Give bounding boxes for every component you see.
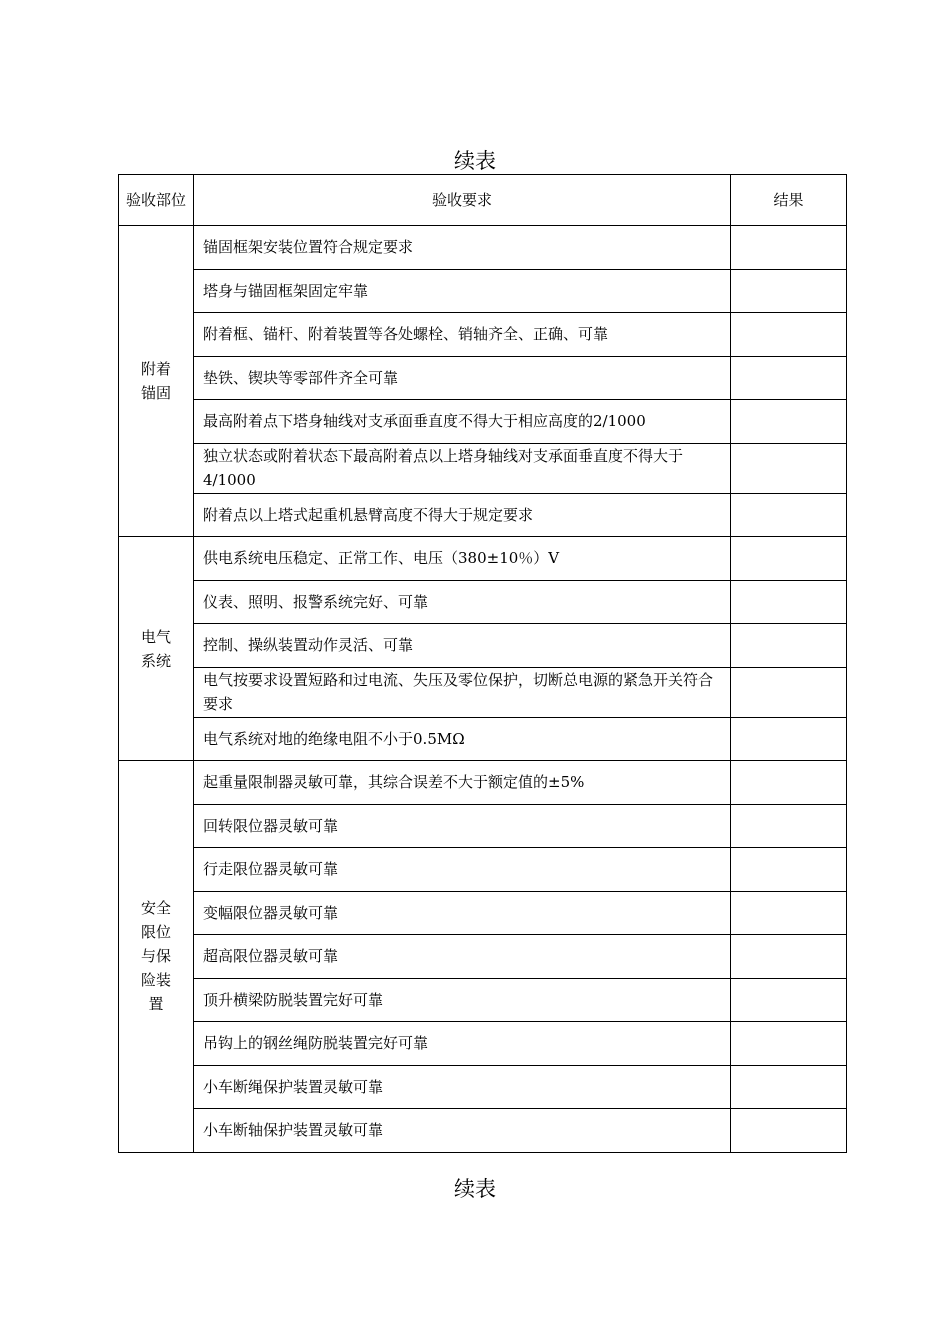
result-cell[interactable] <box>731 935 847 979</box>
table-row <box>119 269 847 313</box>
result-cell[interactable] <box>731 1022 847 1066</box>
requirement-cell: 附着点以上塔式起重机悬臂高度不得大于规定要求 <box>194 493 731 537</box>
result-cell[interactable] <box>731 537 847 581</box>
section-part-electrical: 电气系统 <box>119 537 194 761</box>
result-cell[interactable] <box>731 226 847 270</box>
result-cell[interactable] <box>731 761 847 805</box>
requirement-cell: 超高限位器灵敏可靠 <box>194 935 731 979</box>
requirement-cell: 电气按要求设置短路和过电流、失压及零位保护，切断总电源的紧急开关符合要求 <box>194 667 731 717</box>
table-row <box>119 580 847 624</box>
requirement-cell: 垫铁、锲块等零部件齐全可靠 <box>194 356 731 400</box>
table-row <box>119 804 847 848</box>
requirement-cell: 顶升横梁防脱装置完好可靠 <box>194 978 731 1022</box>
table-row <box>119 313 847 357</box>
result-cell[interactable] <box>731 848 847 892</box>
header-result: 结果 <box>731 175 847 226</box>
requirement-cell: 最高附着点下塔身轴线对支承面垂直度不得大于相应高度的2/1000 <box>194 400 731 444</box>
requirement-cell: 锚固框架安装位置符合规定要求 <box>194 226 731 270</box>
table-row <box>119 443 847 493</box>
table-row <box>119 891 847 935</box>
result-cell[interactable] <box>731 1065 847 1109</box>
table-row <box>119 226 847 270</box>
table-row <box>119 537 847 581</box>
table-row <box>119 848 847 892</box>
result-cell[interactable] <box>731 978 847 1022</box>
result-cell[interactable] <box>731 804 847 848</box>
requirement-cell: 电气系统对地的绝缘电阻不小于0.5MΩ <box>194 717 731 761</box>
requirement-cell: 仪表、照明、报警系统完好、可靠 <box>194 580 731 624</box>
result-cell[interactable] <box>731 493 847 537</box>
table-row <box>119 761 847 805</box>
requirement-cell: 小车断绳保护装置灵敏可靠 <box>194 1065 731 1109</box>
table-row <box>119 356 847 400</box>
table-header-row <box>119 175 847 226</box>
result-cell[interactable] <box>731 400 847 444</box>
result-cell[interactable] <box>731 717 847 761</box>
table-row <box>119 1109 847 1153</box>
requirement-cell: 回转限位器灵敏可靠 <box>194 804 731 848</box>
result-cell[interactable] <box>731 356 847 400</box>
result-cell[interactable] <box>731 443 847 493</box>
requirement-cell: 塔身与锚固框架固定牢靠 <box>194 269 731 313</box>
table-row <box>119 1022 847 1066</box>
result-cell[interactable] <box>731 624 847 668</box>
table-row <box>119 717 847 761</box>
acceptance-table <box>118 174 847 1153</box>
table-row <box>119 493 847 537</box>
result-cell[interactable] <box>731 313 847 357</box>
table-row <box>119 1065 847 1109</box>
table-row <box>119 400 847 444</box>
requirement-cell: 独立状态或附着状态下最高附着点以上塔身轴线对支承面垂直度不得大于4/1000 <box>194 443 731 493</box>
requirement-cell: 起重量限制器灵敏可靠，其综合误差不大于额定值的±5% <box>194 761 731 805</box>
next-page-title: 续表 <box>454 1177 496 1201</box>
result-cell[interactable] <box>731 269 847 313</box>
requirement-cell: 小车断轴保护装置灵敏可靠 <box>194 1109 731 1153</box>
requirement-cell: 控制、操纵装置动作灵活、可靠 <box>194 624 731 668</box>
requirement-cell: 吊钩上的钢丝绳防脱装置完好可靠 <box>194 1022 731 1066</box>
table-row <box>119 935 847 979</box>
result-cell[interactable] <box>731 891 847 935</box>
section-part-anchorage: 附着锚固 <box>119 226 194 537</box>
header-requirement: 验收要求 <box>194 175 731 226</box>
table-row <box>119 624 847 668</box>
result-cell[interactable] <box>731 580 847 624</box>
table-row <box>119 667 847 717</box>
result-cell[interactable] <box>731 1109 847 1153</box>
result-cell[interactable] <box>731 667 847 717</box>
header-part: 验收部位 <box>119 175 194 226</box>
table-row <box>119 978 847 1022</box>
requirement-cell: 变幅限位器灵敏可靠 <box>194 891 731 935</box>
requirement-cell: 供电系统电压稳定、正常工作、电压（380±10％）V <box>194 537 731 581</box>
section-part-safety: 安全限位与保险装置 <box>119 761 194 1153</box>
requirement-cell: 附着框、锚杆、附着装置等各处螺栓、销轴齐全、正确、可靠 <box>194 313 731 357</box>
requirement-cell: 行走限位器灵敏可靠 <box>194 848 731 892</box>
page-title: 续表 <box>454 149 496 173</box>
